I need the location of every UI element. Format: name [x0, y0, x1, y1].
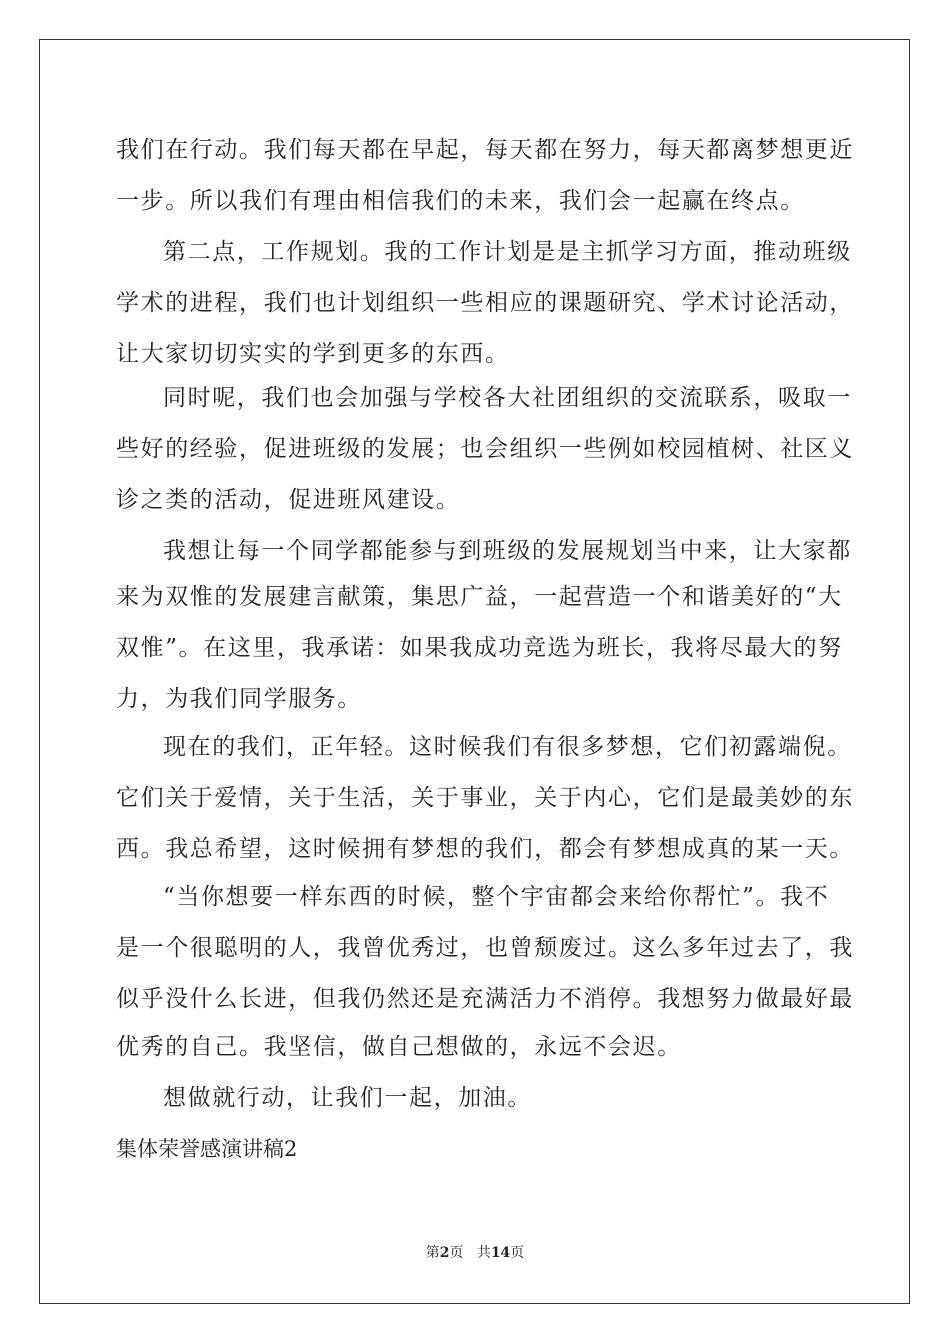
paragraph-4-line-3: 双惟”。在这里，我承诺：如果我成功竞选为班长，我将尽最大的努 [116, 635, 843, 661]
page-border [39, 39, 910, 1304]
paragraph-5-line-2: 它们关于爱情，关于生活，关于事业，关于内心，它们是最美妙的东 [116, 785, 854, 811]
paragraph-6-line-4: 优秀的自己。我坚信，做自己想做的，永远不会迟。 [116, 1034, 682, 1060]
paragraph-3-line-2: 些好的经验，促进班级的发展；也会组织一些例如校园植树、社区义 [116, 436, 854, 462]
footer-total-suffix: 页 [510, 1245, 525, 1261]
page-footer [0, 1243, 950, 1263]
footer-page-prefix: 第 [425, 1245, 440, 1261]
paragraph-4-line-4: 力，为我们同学服务。 [116, 686, 362, 712]
paragraph-7-line-1: 想做就行动，让我们一起，加油。 [163, 1085, 532, 1111]
paragraph-5-line-3: 西。我总希望，这时候拥有梦想的我们，都会有梦想成真的某一天。 [116, 836, 854, 862]
paragraph-4-line-1: 我想让每一个同学都能参与到班级的发展规划当中来，让大家都 [163, 538, 852, 564]
paragraph-2-line-3: 让大家切切实实的学到更多的东西。 [116, 341, 510, 367]
footer-total-prefix: 共 [476, 1245, 491, 1261]
paragraph-2-line-2: 学术的进程，我们也计划组织一些相应的课题研究、学术讨论活动， [116, 290, 854, 316]
paragraph-5-line-1: 现在的我们，正年轻。这时候我们有很多梦想，它们初露端倪。 [163, 734, 852, 760]
paragraph-6-line-2: 是一个很聪明的人，我曾优秀过，也曾颓废过。这么多年过去了，我 [116, 935, 854, 961]
paragraph-3-line-1: 同时呢，我们也会加强与学校各大社团组织的交流联系，吸取一 [163, 385, 852, 411]
paragraph-1-line-1: 我们在行动。我们每天都在早起，每天都在努力，每天都离梦想更近 [116, 137, 854, 163]
footer-total-pages: 14 [490, 1245, 511, 1261]
paragraph-2-line-1: 第二点，工作规划。我的工作计划是是主抓学习方面，推动班级 [163, 239, 852, 265]
footer-page-number: 2 [439, 1245, 450, 1261]
paragraph-6-line-1: “当你想要一样东西的时候，整个宇宙都会来给你帮忙”。我不 [163, 884, 830, 910]
footer-page-suffix: 页 [449, 1245, 464, 1261]
paragraph-4-line-2: 来为双惟的发展建言献策，集思广益，一起营造一个和谐美好的“大 [116, 584, 843, 610]
section-heading: 集体荣誉感演讲稿2 [116, 1137, 298, 1161]
paragraph-3-line-3: 诊之类的活动，促进班风建设。 [116, 487, 461, 513]
paragraph-6-line-3: 似乎没什么长进，但我仍然还是充满活力不消停。我想努力做最好最 [116, 986, 854, 1012]
paragraph-1-line-2: 一步。所以我们有理由相信我们的未来，我们会一起赢在终点。 [116, 188, 805, 214]
